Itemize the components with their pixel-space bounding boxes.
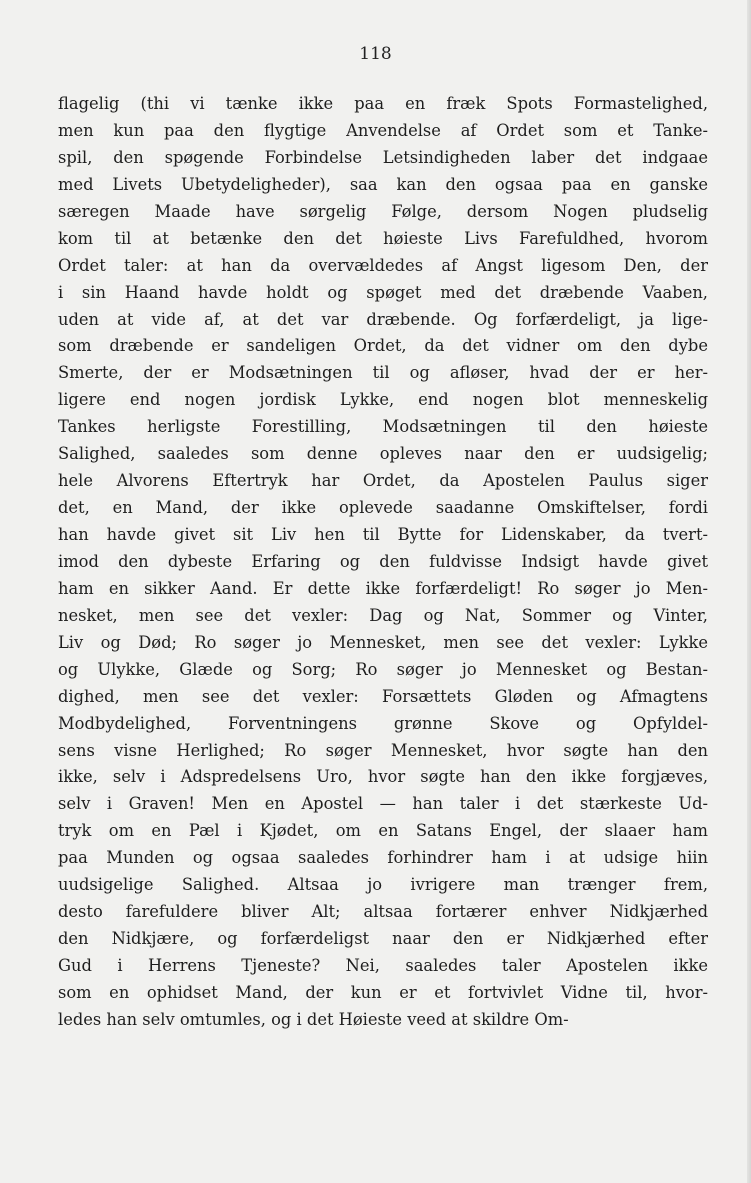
page-number: 118 (359, 44, 392, 64)
text-line: Salighed, saaledes som denne opleves naar den er uudsigelig; (58, 444, 708, 464)
text-line: Gud i Herrens Tjeneste? Nei, saaledes taler Apostelen ikke (58, 956, 708, 975)
text-line: paa Munden og ogsaa saaledes forhindrer ham i at udsige hiin (58, 848, 708, 868)
text-line: ham en sikker Aand. Er dette ikke forfærdeligt! Ro søger jo Men- (58, 578, 708, 598)
text-line: uudsigelige Salighed. Altsaa jo ivrigere man trænger frem, (58, 875, 708, 895)
text-line: Ordet taler: at han da overvældedes af Angst ligesom Den, der (58, 255, 708, 275)
text-line: Liv og Død; Ro søger jo Mennesket, men see det vexler: Lykke (58, 632, 708, 652)
text-line: særegen Maade have sørgelig Følge, dersom Nogen pludselig (58, 201, 708, 221)
text-line: flagelig (thi vi tænke ikke paa en fræk Spots Formastelighed, (58, 94, 708, 113)
text-line: hele Alvorens Eftertryk har Ordet, da Apostelen Paulus siger (58, 471, 708, 491)
text-line: ledes han selv omtumles, og i det Høieste veed at skildre Om- (58, 1009, 569, 1029)
text-line: selv i Graven! Men en Apostel — han taler i det stærkeste Ud- (58, 794, 708, 814)
text-line: han havde givet sit Liv hen til Bytte for Lidenskaber, da tvert- (58, 525, 708, 544)
text-line: nesket, men see det vexler: Dag og Nat, Sommer og Vinter, (58, 605, 708, 625)
text-line: som en ophidset Mand, der kun er et fortvivlet Vidne til, hvor- (58, 982, 708, 1002)
text-line: tryk om en Pæl i Kjødet, om en Satans Engel, der slaaer ham (58, 821, 708, 841)
text-line: Modbydelighed, Forventningens grønne Skove og Opfyldel- (58, 713, 708, 733)
text-line: som dræbende er sandeligen Ordet, da det vidner om den dybe (58, 336, 708, 356)
text-line: det, en Mand, der ikke oplevede saadanne Omskiftelser, fordi (58, 498, 708, 518)
text-line: spil, den spøgende Forbindelse Letsindigheden laber det indgaae (58, 147, 708, 167)
text-line: Tankes herligste Forestilling, Modsætningen til den høieste (58, 417, 708, 437)
text-line: ikke, selv i Adspredelsens Uro, hvor søgte han den ikke forgjæves, (58, 767, 708, 787)
text-line: sens visne Herlighed; Ro søger Mennesket, hvor søgte han den (58, 740, 708, 760)
text-line: i sin Haand havde holdt og spøget med det dræbende Vaaben, (58, 282, 708, 302)
text-line: kom til at betænke den det høieste Livs Farefuldhed, hvorom (58, 228, 708, 248)
text-line: men kun paa den flygtige Anvendelse af Ordet som et Tanke- (58, 120, 708, 140)
text-line: og Ulykke, Glæde og Sorg; Ro søger jo Mennesket og Bestan- (58, 659, 708, 679)
text-line: med Livets Ubetydeligheder), saa kan den ogsaa paa en ganske (58, 174, 708, 194)
text-line: ligere end nogen jordisk Lykke, end nogen blot menneskelig (58, 390, 708, 410)
page-edge-shadow (747, 0, 751, 1183)
text-line: Smerte, der er Modsætningen til og afløser, hvad der er her- (58, 363, 708, 383)
text-line: dighed, men see det vexler: Forsættets Gløden og Afmagtens (58, 686, 708, 706)
body-text (58, 91, 708, 1034)
text-line: den Nidkjære, og forfærdeligst naar den er Nidkjærhed efter (58, 929, 708, 949)
text-line: uden at vide af, at det var dræbende. Og forfærdeligt, ja lige- (58, 309, 708, 329)
text-line: imod den dybeste Erfaring og den fuldvisse Indsigt havde givet (58, 551, 708, 571)
text-line: desto farefuldere bliver Alt; altsaa fortærer enhver Nidkjærhed (58, 902, 708, 922)
